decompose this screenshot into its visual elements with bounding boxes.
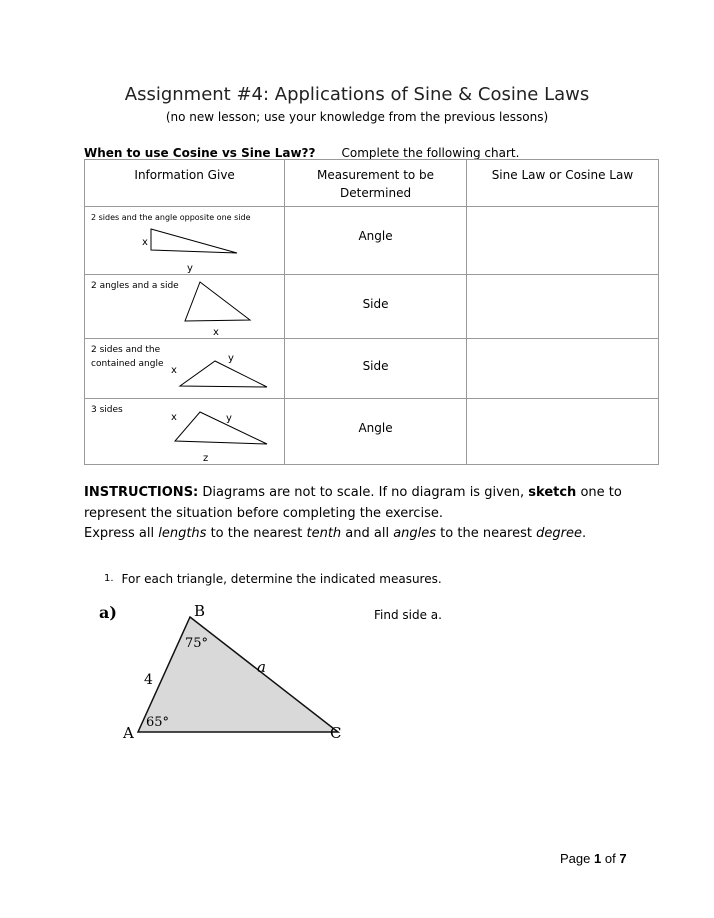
angle-b-label: 75° (185, 636, 209, 651)
info-text: 2 sides and the angle opposite one side (91, 213, 251, 222)
page-subtitle: (no new lesson; use your knowledge from the previous lessons) (165, 110, 549, 124)
measurement-value: Side (362, 297, 389, 311)
triangle-abc-figure (118, 600, 358, 748)
page-footer (560, 851, 627, 866)
measurement-value: Angle (358, 229, 393, 243)
page-total: 7 (619, 851, 627, 866)
label-y: y (226, 413, 232, 424)
chart-instruction: Complete the following chart. (341, 146, 520, 160)
measurement-value: Side (362, 359, 389, 373)
law-answer-cell[interactable] (466, 275, 658, 339)
label-x: x (171, 412, 177, 423)
triangle-diagram (85, 399, 285, 465)
question-1 (104, 572, 442, 586)
side-ab-label: 4 (144, 672, 153, 688)
measurement-cell (285, 207, 467, 275)
measurement-cell (285, 339, 467, 399)
label-x: x (171, 365, 177, 376)
triangle-diagram (85, 275, 285, 339)
table-row (85, 275, 659, 339)
info-cell (85, 339, 285, 399)
instructions-sketch: sketch (528, 485, 577, 500)
label-x: x (213, 327, 219, 338)
label-z: z (203, 453, 209, 464)
instructions-text-after: one to represent the situation before completing the exercise. (84, 485, 622, 521)
page-title: Assignment #4: Applications of Sine & Cosine Laws (124, 84, 590, 105)
info-cell (85, 399, 285, 465)
vertex-b-label: B (194, 602, 206, 620)
table-header-row (85, 160, 659, 207)
law-answer-cell[interactable] (466, 399, 658, 465)
express-text: . (581, 526, 587, 541)
triangle-diagram (85, 339, 285, 399)
info-text: 2 sides and the contained angle (91, 345, 164, 369)
instructions-paragraph (84, 482, 644, 524)
measurement-cell (285, 275, 467, 339)
info-cell (85, 207, 285, 275)
question-number: 1. (104, 573, 114, 584)
header-law: Sine Law or Cosine Law (466, 160, 658, 207)
instructions-label: INSTRUCTIONS: (84, 485, 199, 500)
question-text: For each triangle, determine the indicated measures. (121, 572, 442, 586)
rounding-instructions (84, 526, 586, 541)
page-of: of (604, 851, 616, 866)
instructions-text-before: Diagrams are not to scale. If no diagram is given, (198, 485, 529, 500)
chart-heading (84, 146, 519, 160)
angle-a-label: 65° (146, 715, 170, 730)
label-y: y (187, 263, 193, 274)
vertex-c-label: C (330, 724, 342, 742)
part-a-label: a) (99, 603, 117, 622)
express-text: to the nearest (436, 526, 537, 541)
page-word: Page (560, 851, 591, 866)
table-row (85, 207, 659, 275)
measurement-cell (285, 399, 467, 465)
law-answer-cell[interactable] (466, 207, 658, 275)
law-chart-table (84, 159, 659, 465)
express-text: and all (341, 526, 394, 541)
info-text: 3 sides (91, 405, 123, 415)
express-degree: degree (536, 526, 582, 541)
label-x: x (142, 237, 148, 248)
header-information: Information Give (85, 160, 285, 207)
express-angles: angles (393, 526, 437, 541)
measurement-value: Angle (358, 421, 393, 435)
chart-question: When to use Cosine vs Sine Law?? (84, 146, 316, 160)
label-y: y (228, 353, 234, 364)
info-cell (85, 275, 285, 339)
express-tenth: tenth (306, 526, 342, 541)
vertex-a-label: A (123, 724, 134, 742)
law-answer-cell[interactable] (466, 339, 658, 399)
triangle-diagram (85, 207, 285, 275)
table-row (85, 339, 659, 399)
find-side-prompt: Find side a. (374, 608, 442, 622)
page-number: 1 (594, 851, 602, 866)
side-bc-label: a (257, 658, 266, 676)
header-measurement: Measurement to be Determined (285, 160, 467, 207)
express-text: Express all (84, 526, 159, 541)
table-row (85, 399, 659, 465)
info-text: 2 angles and a side (91, 281, 179, 291)
express-text: to the nearest (206, 526, 307, 541)
express-lengths: lengths (158, 526, 207, 541)
